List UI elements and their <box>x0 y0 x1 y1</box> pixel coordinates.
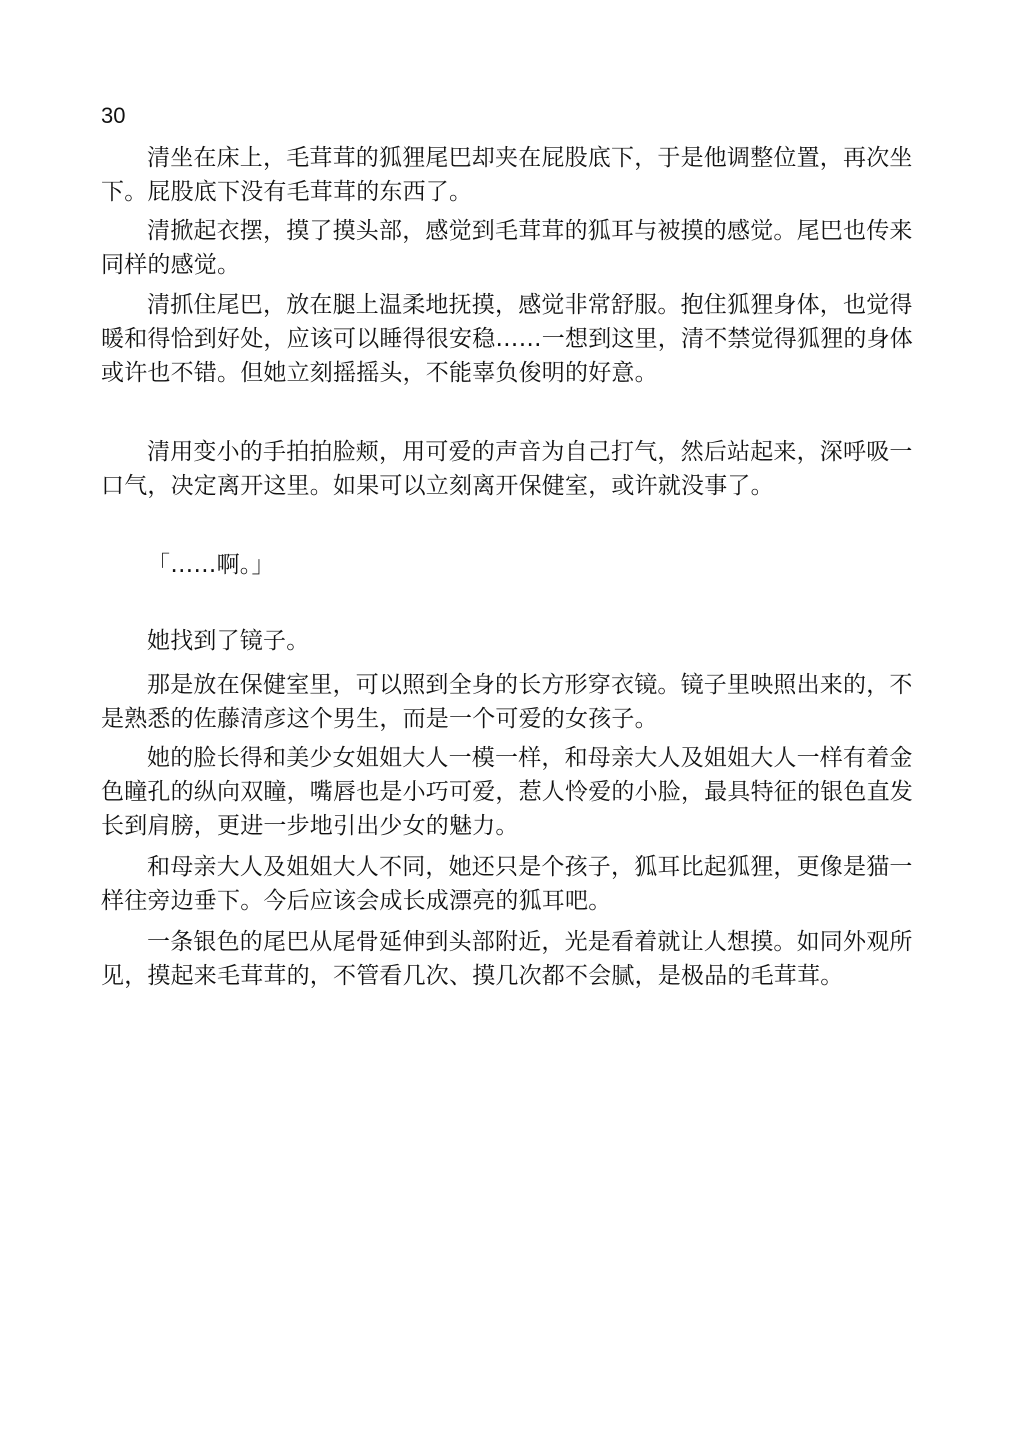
page-number: 30 <box>101 103 126 128</box>
paragraph: 一条银色的尾巴从尾骨延伸到头部附近，光是看着就让人想摸。如同外观所见，摸起来毛茸茸的，不管看几次、摸几次都不会腻，是极品的毛茸茸。 <box>101 929 913 989</box>
paragraph: 和母亲大人及姐姐大人不同，她还只是个孩子，狐耳比起狐狸，更像是猫一样往旁边垂下。今后应该会成长成漂亮的狐耳吧。 <box>101 854 913 914</box>
dialogue-line: 「……啊。」 <box>147 552 275 578</box>
paragraph: 清抓住尾巴，放在腿上温柔地抚摸，感觉非常舒服。抱住狐狸身体，也觉得暖和得恰到好处，应该可以睡得很安稳……一想到这里，清不禁觉得狐狸的身体或许也不错。但她立刻摇摇头，不能辜负俊明的好意。 <box>101 292 913 386</box>
paragraph: 清掀起衣摆，摸了摸头部，感觉到毛茸茸的狐耳与被摸的感觉。尾巴也传来同样的感觉。 <box>101 218 913 278</box>
paragraph: 那是放在保健室里，可以照到全身的长方形穿衣镜。镜子里映照出来的，不是熟悉的佐藤清彦这个男生，而是一个可爱的女孩子。 <box>101 672 913 732</box>
paragraph: 她找到了镜子。 <box>147 628 310 654</box>
paragraph: 她的脸长得和美少女姐姐大人一模一样，和母亲大人及姐姐大人一样有着金色瞳孔的纵向双瞳，嘴唇也是小巧可爱，惹人怜爱的小脸，最具特征的银色直发长到肩膀，更进一步地引出少女的魅力。 <box>101 745 913 839</box>
paragraph: 清用变小的手拍拍脸颊，用可爱的声音为自己打气，然后站起来，深呼吸一口气，决定离开这里。如果可以立刻离开保健室，或许就没事了。 <box>101 439 913 499</box>
paragraph: 清坐在床上，毛茸茸的狐狸尾巴却夹在屁股底下，于是他调整位置，再次坐下。屁股底下没有毛茸茸的东西了。 <box>101 145 913 205</box>
